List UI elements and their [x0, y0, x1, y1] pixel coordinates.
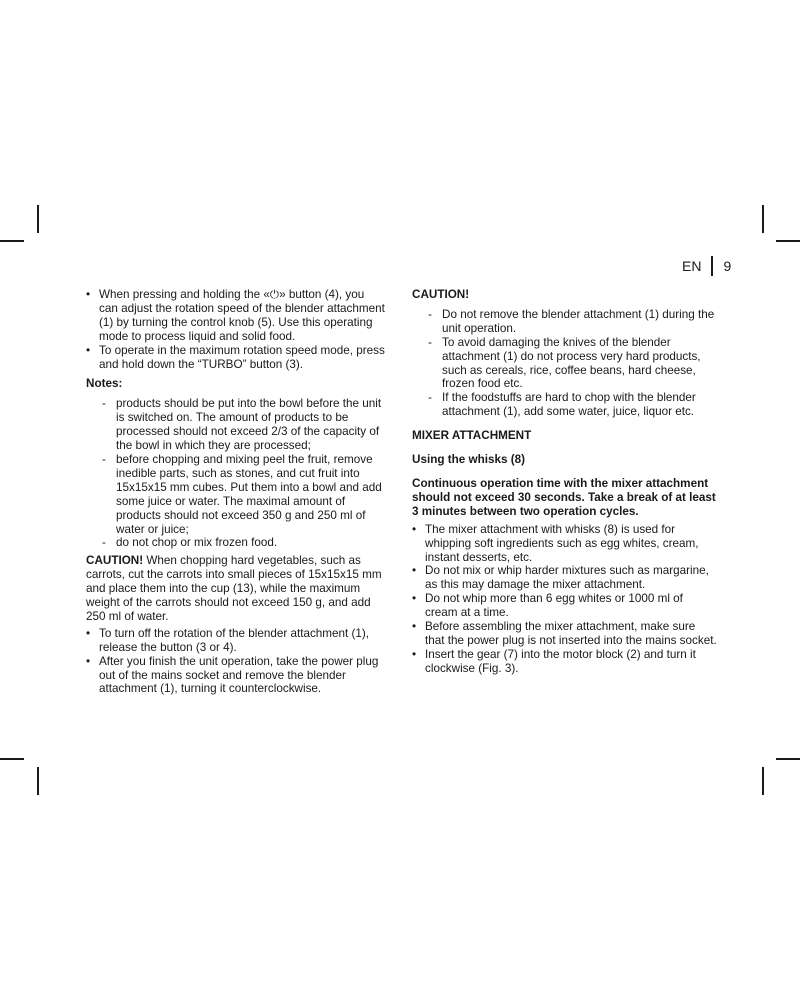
page-header [682, 256, 731, 276]
crop-mark-bottom-left-vertical [37, 767, 39, 795]
subsection-heading: Using the whisks (8) [412, 453, 526, 467]
list-item: • Do not whip more than 6 egg whites or 1000 ml of cream at a time. [412, 592, 717, 620]
crop-mark-bottom-left-horizontal [0, 758, 24, 760]
list-item: • Do not mix or whip harder mixtures such as margarine, as this may damage the mixer attachment. [412, 564, 717, 592]
page-number: 9 [723, 258, 732, 274]
notes-heading: Notes: [86, 377, 123, 391]
list-item: • To operate in the maximum rotation speed mode, press and hold down the “TURBO” button (3). [86, 344, 386, 372]
caution-text: When chopping hard vegetables, such as carrots, cut the carrots into small pieces of 15x15x15 mm and place them into the cup (13), while the maximum weight of the carrots should not exceed 150 g, and add 250 ml of water. [86, 554, 382, 623]
bottom-bullet-list [86, 627, 386, 697]
crop-mark-top-left-horizontal [0, 240, 24, 242]
caution-label: CAUTION! [86, 554, 144, 568]
notes-list [86, 397, 386, 550]
list-item: - Do not remove the blender attachment (1) during the unit operation. [428, 308, 717, 336]
list-item: • The mixer attachment with whisks (8) is used for whipping soft ingredients such as egg whites, cream, instant desserts, etc. [412, 523, 717, 565]
left-column [86, 288, 386, 696]
list-item: • After you finish the unit operation, take the power plug out of the mains socket and remove the blender attachment (1), turning it counterclockwise. [86, 655, 386, 697]
list-item: - To avoid damaging the knives of the blender attachment (1) do not process very hard products, such as cereals, rice, coffee beans, hard cheese, frozen food etc. [428, 336, 717, 392]
crop-mark-bottom-right-horizontal [776, 758, 800, 760]
caution-paragraph [86, 554, 386, 624]
list-item: • To turn off the rotation of the blender attachment (1), release the button (3 or 4). [86, 627, 386, 655]
header-divider [711, 256, 713, 276]
mixer-bullet-list [412, 523, 717, 676]
list-item: • When pressing and holding the «⏻» button (4), you can adjust the rotation speed of the blender attachment (1) by turning the control knob (5). Use this operating mode to process liquid and solid food. [86, 288, 386, 344]
top-bullet-list [86, 288, 386, 371]
list-item: - products should be put into the bowl before the unit is switched on. The amount of products to be processed should not exceed 2/3 of the capacity of the bowl in which they are processed; [102, 397, 386, 453]
list-item: • Before assembling the mixer attachment, make sure that the power plug is not inserted into the mains socket. [412, 620, 717, 648]
caution-list [412, 308, 717, 419]
caution-heading: CAUTION! [412, 288, 470, 301]
list-item: - If the foodstuffs are hard to chop with the blender attachment (1), add some water, juice, liquor etc. [428, 391, 717, 419]
crop-mark-top-right-vertical [762, 205, 764, 233]
crop-mark-top-right-horizontal [776, 240, 800, 242]
right-column [412, 288, 717, 676]
crop-mark-bottom-right-vertical [762, 767, 764, 795]
list-item: • Insert the gear (7) into the motor block (2) and turn it clockwise (Fig. 3). [412, 648, 717, 676]
list-item: - do not chop or mix frozen food. [102, 536, 386, 550]
operation-time-warning: Continuous operation time with the mixer attachment should not exceed 30 seconds. Take a break of at least 3 minutes between two operation cycles. [412, 476, 716, 518]
crop-mark-top-left-vertical [37, 205, 39, 233]
list-item: - before chopping and mixing peel the fruit, remove inedible parts, such as stones, and cut fruit into 15x15x15 mm cubes. Put them into a bowl and add some juice or water. The maximal amount of products should not exceed 350 g and 250 ml of water or juice; [102, 453, 386, 536]
language-label: EN [682, 258, 702, 274]
section-heading: MIXER ATTACHMENT [412, 429, 532, 443]
